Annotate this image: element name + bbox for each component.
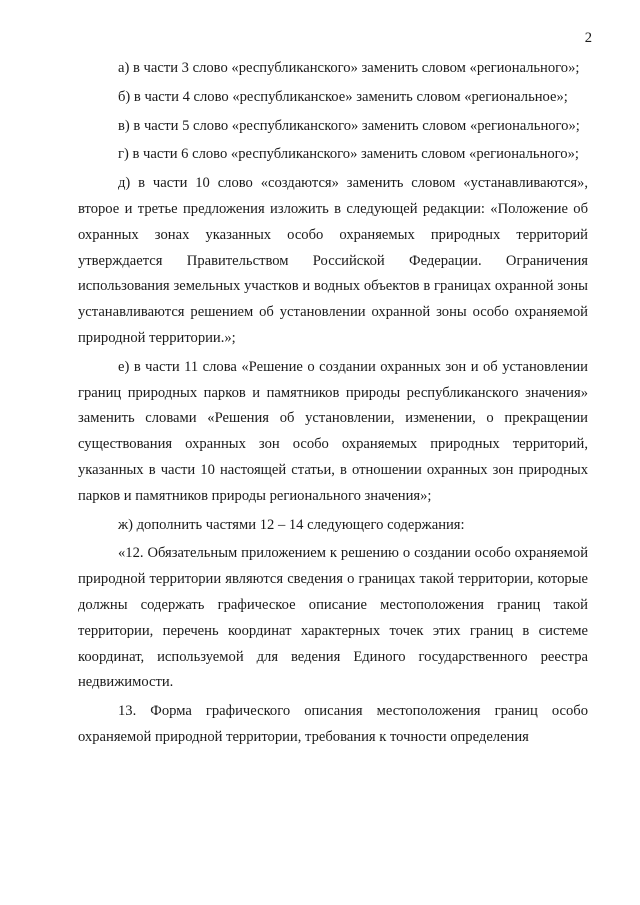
page-number: 2 (584, 30, 592, 46)
paragraph-13: 13. Форма графического описания местоположения границ особо охраняемой природной территории, требования к точности определения (78, 703, 588, 745)
paragraph-e: е) в части 11 слова «Решение о создании охранных зон и об установлении границ природных парков и памятников природы республиканского значения» заменить словами «Решения об установлении, изменении, о прекращении существования охранных зон особо охраняемых природных территорий, указанных в части 10 настоящей статьи, в отношении охранных зон природных парков и памятников природы регионального значения»; (78, 358, 588, 504)
paragraph-b: б) в части 4 слово «республиканское» заменить словом «региональное»; (118, 88, 568, 105)
document-body (78, 56, 588, 754)
paragraph-g: г) в части 6 слово «республиканского» заменить словом «регионального»; (118, 146, 579, 163)
paragraph-d: д) в части 10 слово «создаются» заменить словом «устанавливаются», второе и третье предложения изложить в следующей редакции: «Положение об охранных зонах указанных особо охраняемых природных территорий утверждается Правительством Российской Федерации. Ограничения использования земельных участков и водных объектов в границах охранной зоны устанавливаются решением об установлении охранной зоны особо охраняемой природной территории.»; (78, 175, 588, 346)
paragraph-a: а) в части 3 слово «республиканского» заменить словом «регионального»; (118, 60, 580, 76)
paragraph-12: «12. Обязательным приложением к решению о создании особо охраняемой природной территории являются сведения о границах такой территории, которые должны содержать графическое описание местоположения границ такой территории, перечень координат характерных точек этих границ в системе координат, используемой для ведения Единого государственного реестра недвижимости. (78, 545, 588, 691)
paragraph-zh: ж) дополнить частями 12 – 14 следующего содержания: (118, 516, 465, 533)
paragraph-v: в) в части 5 слово «республиканского» заменить словом «регионального»; (118, 117, 580, 134)
